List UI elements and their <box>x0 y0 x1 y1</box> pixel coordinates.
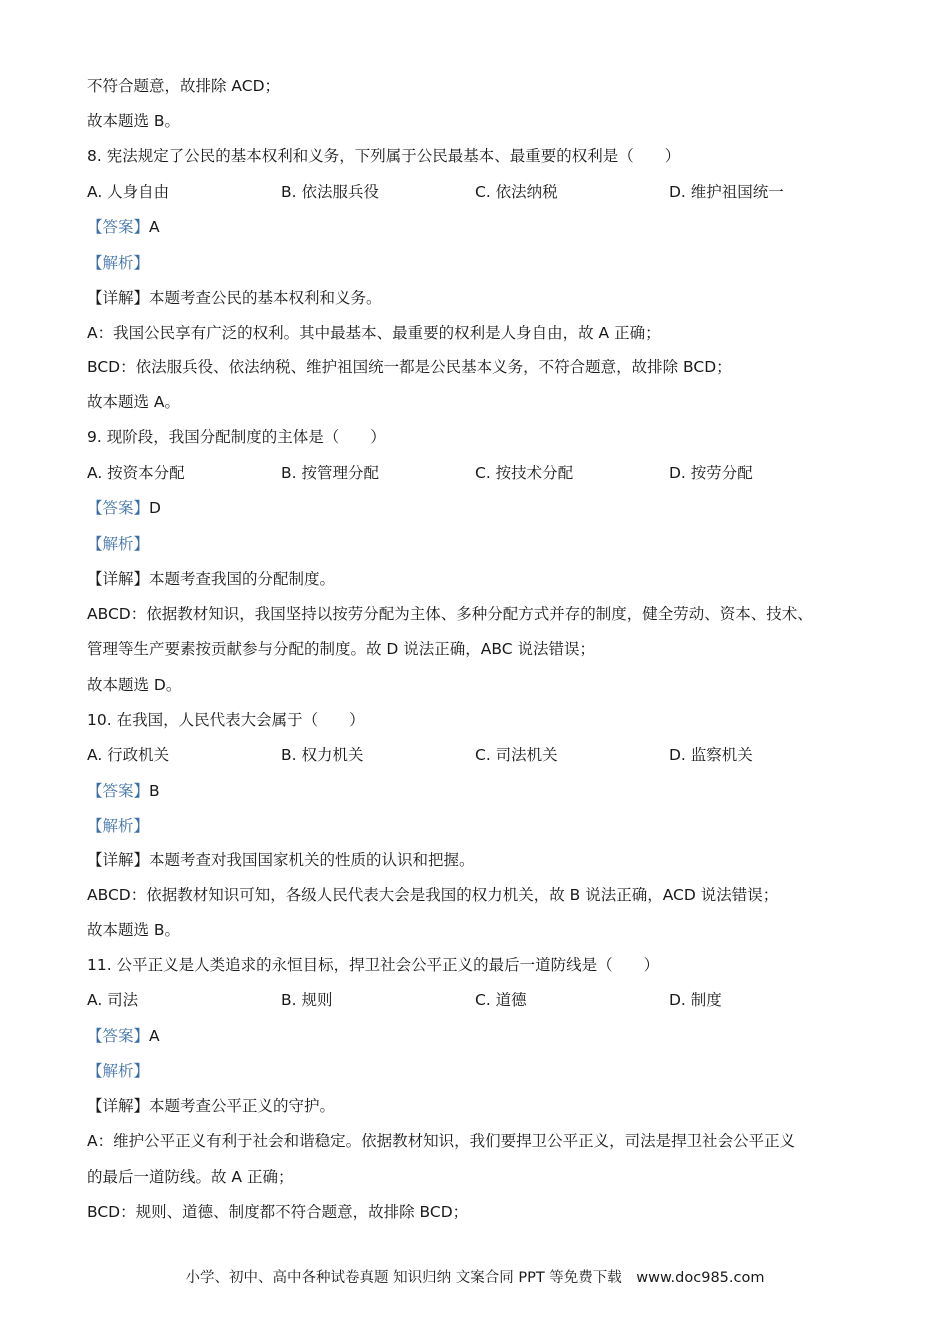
q10-option-b: B. 权力机关 <box>281 746 364 764</box>
q10-explain-2: 故本题选 B。 <box>87 921 181 939</box>
q9-explain-1: ABCD：依据教材知识，我国坚持以按劳分配为主体、多种分配方式并存的制度，健全劳动、资本、技术、 <box>87 605 813 623</box>
q10-explain-1: ABCD：依据教材知识可知，各级人民代表大会是我国的权力机关，故 B 说法正确，ACD 说法错误； <box>87 886 779 904</box>
q11-option-a: A. 司法 <box>87 991 139 1009</box>
q10-option-c: C. 司法机关 <box>475 746 558 764</box>
intro-line-1: 不符合题意，故排除 ACD； <box>87 77 281 95</box>
q11-option-c: C. 道德 <box>475 991 527 1009</box>
question-8: 8. 宪法规定了公民的基本权利和义务，下列属于公民最基本、最重要的权利是（ ） <box>87 147 681 165</box>
q11-explain-2: 的最后一道防线。故 A 正确； <box>87 1168 294 1186</box>
question-10: 10. 在我国，人民代表大会属于（ ） <box>87 711 365 729</box>
q11-option-d: D. 制度 <box>669 991 722 1009</box>
q9-explain-2: 管理等生产要素按贡献参与分配的制度。故 D 说法正确，ABC 说法错误； <box>87 640 596 658</box>
q8-explain-1: A：我国公民享有广泛的权利。其中最基本、最重要的权利是人身自由，故 A 正确； <box>87 324 661 342</box>
q10-option-a: A. 行政机关 <box>87 746 170 764</box>
q10-option-d: D. 监察机关 <box>669 746 753 764</box>
q11-answer-value: A <box>149 1027 160 1045</box>
q9-detail: 【详解】本题考查我国的分配制度。 <box>87 570 336 588</box>
intro-line-2: 故本题选 B。 <box>87 112 181 130</box>
q8-option-b: B. 依法服兵役 <box>281 183 379 201</box>
q10-answer <box>87 781 160 801</box>
q9-analysis-tag: 【解析】 <box>87 535 150 553</box>
question-11: 11. 公平正义是人类追求的永恒目标，捍卫社会公平正义的最后一道防线是（ ） <box>87 956 660 974</box>
q11-analysis-tag: 【解析】 <box>87 1062 150 1080</box>
page-footer: 小学、初中、高中各种试卷真题 知识归纳 文案合同 PPT 等免费下载 www.doc985.com <box>185 1270 765 1286</box>
q8-explain-3: 故本题选 A。 <box>87 393 181 411</box>
q11-option-b: B. 规则 <box>281 991 333 1009</box>
q9-option-d: D. 按劳分配 <box>669 464 753 482</box>
q8-detail: 【详解】本题考查公民的基本权利和义务。 <box>87 289 382 307</box>
q10-answer-tag: 【答案】 <box>87 782 150 800</box>
q10-detail: 【详解】本题考查对我国国家机关的性质的认识和把握。 <box>87 851 475 869</box>
q8-answer-tag: 【答案】 <box>87 218 150 236</box>
q9-option-c: C. 按技术分配 <box>475 464 574 482</box>
q9-answer-value: D <box>149 499 161 517</box>
q11-detail: 【详解】本题考查公平正义的守护。 <box>87 1097 336 1115</box>
q9-option-b: B. 按管理分配 <box>281 464 379 482</box>
q9-answer-tag: 【答案】 <box>87 499 150 517</box>
q10-answer-value: B <box>149 782 160 800</box>
q11-answer-tag: 【答案】 <box>87 1027 150 1045</box>
q8-analysis-tag: 【解析】 <box>87 254 150 272</box>
question-9: 9. 现阶段，我国分配制度的主体是（ ） <box>87 428 386 446</box>
q8-option-d: D. 维护祖国统一 <box>669 183 784 201</box>
q8-answer <box>87 217 160 237</box>
q11-answer <box>87 1026 160 1046</box>
q9-option-a: A. 按资本分配 <box>87 464 185 482</box>
q10-analysis-tag: 【解析】 <box>87 817 150 835</box>
q9-explain-3: 故本题选 D。 <box>87 676 182 694</box>
q9-answer <box>87 498 161 518</box>
q8-explain-2: BCD：依法服兵役、依法纳税、维护祖国统一都是公民基本义务，不符合题意，故排除 BCD； <box>87 358 732 376</box>
q8-option-c: C. 依法纳税 <box>475 183 558 201</box>
q8-answer-value: A <box>149 218 160 236</box>
q11-explain-3: BCD：规则、道德、制度都不符合题意，故排除 BCD； <box>87 1203 469 1221</box>
q8-option-a: A. 人身自由 <box>87 183 170 201</box>
q11-explain-1: A：维护公平正义有利于社会和谐稳定。依据教材知识，我们要捍卫公平正义，司法是捍卫社会公平正义 <box>87 1132 796 1150</box>
